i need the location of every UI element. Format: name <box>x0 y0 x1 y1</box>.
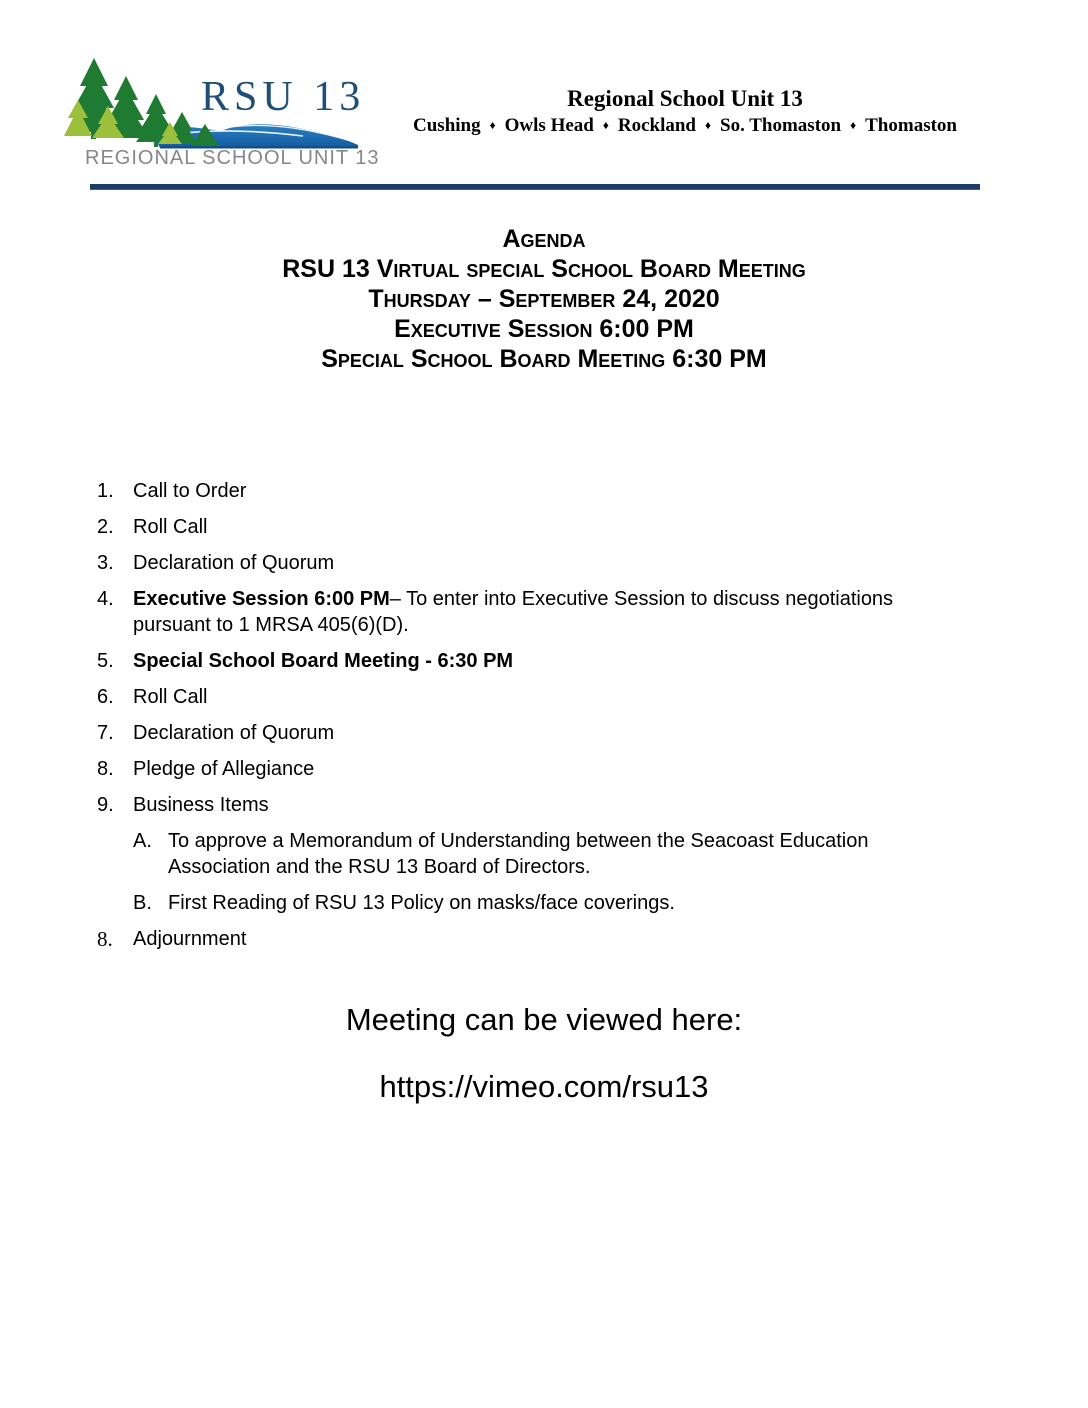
agenda-item <box>97 684 953 710</box>
agenda-item-marker: 1. <box>97 480 114 502</box>
agenda-item-text <box>133 720 334 746</box>
agenda-item <box>97 514 953 540</box>
agenda-title-block <box>0 224 1088 374</box>
agenda-item-plain-text: Declaration of Quorum <box>133 552 335 574</box>
title-line: RSU 13 Virtual special School Board Meeting <box>282 255 806 283</box>
agenda-item <box>97 478 953 504</box>
agenda-item-text <box>133 648 513 674</box>
diamond-separator-icon: ♦ <box>602 119 609 133</box>
agenda-item <box>133 890 953 916</box>
title-line: Thursday – September 24, 2020 <box>368 285 720 313</box>
agenda-item-text <box>133 756 314 782</box>
agenda-item <box>97 926 953 952</box>
town-name: Cushing <box>413 115 481 136</box>
agenda-item-marker: 2. <box>97 516 114 538</box>
agenda-item-marker: 9. <box>97 794 114 816</box>
agenda-item <box>97 550 953 576</box>
agenda-item-text <box>133 514 207 540</box>
agenda-item-marker: 7. <box>97 722 114 744</box>
town-name: Owls Head <box>504 115 594 136</box>
agenda-item-text <box>168 828 953 880</box>
viewing-info <box>0 1002 1088 1105</box>
header-divider-rule <box>90 184 980 190</box>
agenda-item-plain-text: Roll Call <box>133 516 208 538</box>
agenda-item-plain-text: Call to Order <box>133 480 247 502</box>
agenda-item <box>133 828 953 880</box>
agenda-item-plain-text: Pledge of Allegiance <box>133 758 315 780</box>
agenda-item-plain-text: Roll Call <box>133 686 208 708</box>
title-line: Agenda <box>502 225 586 253</box>
agenda-item-plain-text: Adjournment <box>133 928 247 950</box>
agenda-item-marker: A. <box>133 830 152 852</box>
agenda-item-text <box>168 890 675 916</box>
agenda-item-plain-text: Business Items <box>133 794 269 816</box>
agenda-item <box>97 648 953 674</box>
agenda-item-text <box>133 792 269 818</box>
agenda-item <box>97 586 953 638</box>
org-name: Regional School Unit 13 <box>567 86 803 111</box>
town-name: Rockland <box>617 115 696 136</box>
diamond-separator-icon: ♦ <box>489 119 496 133</box>
letterhead <box>400 86 970 138</box>
viewing-url[interactable]: https://vimeo.com/rsu13 <box>379 1069 709 1104</box>
agenda-item-text <box>133 586 953 638</box>
org-towns-line <box>400 114 970 138</box>
agenda-item-marker: 8. <box>97 758 114 780</box>
logo-acronym-text: RSU 13 <box>201 74 366 120</box>
viewing-label: Meeting can be viewed here: <box>345 1002 743 1037</box>
agenda-item-plain-text: Declaration of Quorum <box>133 722 335 744</box>
agenda-item <box>97 756 953 782</box>
agenda-item-bold-text: Executive Session 6:00 PM <box>133 588 390 610</box>
agenda-item-plain-text: First Reading of RSU 13 Policy on masks/face coverings. <box>168 892 675 914</box>
agenda-item-text <box>133 478 246 504</box>
title-line: Executive Session 6:00 PM <box>394 315 694 343</box>
agenda-item-marker: 4. <box>97 588 114 610</box>
town-name: Thomaston <box>865 115 957 136</box>
agenda-item-marker: 8. <box>97 927 113 951</box>
agenda-list <box>97 478 953 962</box>
diamond-separator-icon: ♦ <box>850 119 857 133</box>
logo-caption-text: REGIONAL SCHOOL UNIT 13 <box>85 147 380 169</box>
agenda-item-marker: 3. <box>97 552 114 574</box>
agenda-item <box>97 792 953 818</box>
agenda-item-text <box>133 684 207 710</box>
agenda-item-plain-text: – To enter into Executive Session to discuss negotiations pursuant to 1 MRSA 405(6)(D). <box>133 588 894 636</box>
agenda-item-text <box>133 550 334 576</box>
title-line: Special School Board Meeting 6:30 PM <box>321 345 767 373</box>
agenda-item <box>97 720 953 746</box>
agenda-item-marker: 5. <box>97 650 114 672</box>
agenda-item-marker: B. <box>133 892 152 914</box>
agenda-item-text <box>133 926 246 952</box>
agenda-item-bold-text: Special School Board Meeting - 6:30 PM <box>133 650 514 672</box>
town-name: So. Thomaston <box>720 115 842 136</box>
agenda-item-plain-text: To approve a Memorandum of Understanding between the Seacoast Education Association and the RSU 13 Board of Directors. <box>168 830 869 878</box>
diamond-separator-icon: ♦ <box>705 119 712 133</box>
agenda-item-marker: 6. <box>97 686 114 708</box>
